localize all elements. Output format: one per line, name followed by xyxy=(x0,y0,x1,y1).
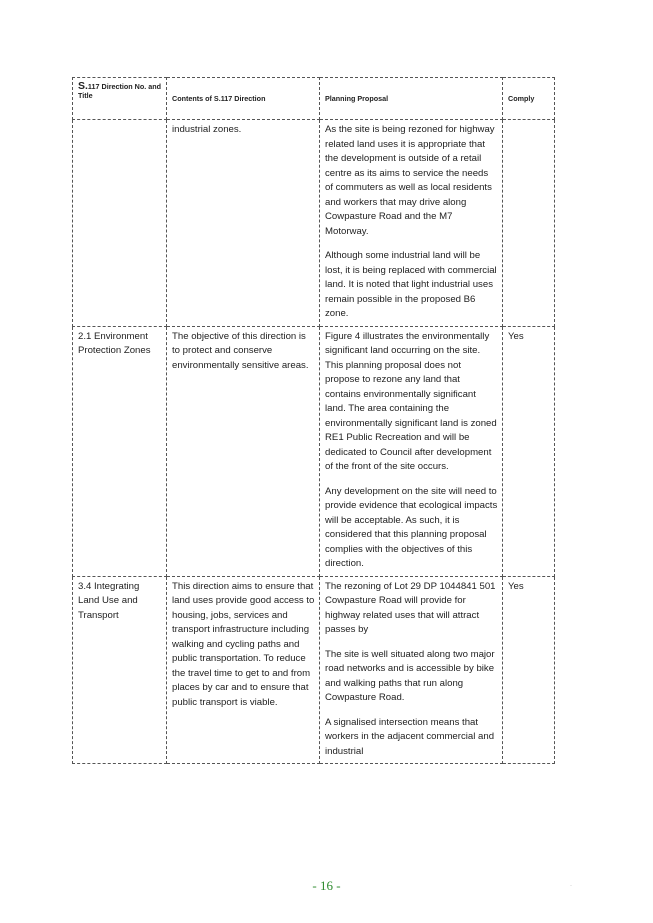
table-row xyxy=(73,576,555,764)
page-number: - 16 - xyxy=(312,878,341,893)
cell-direction: 3.4 Integrating Land Use and Transport xyxy=(73,576,167,764)
cell-contents: industrial zones. xyxy=(167,120,320,327)
s117-direction-table xyxy=(72,77,555,764)
header-comply: Comply xyxy=(503,78,555,120)
proposal-paragraph: Although some industrial land will be lost, it is being replaced with commercial land. It is noted that light industrial uses remain possible in the proposed B6 zone. xyxy=(325,250,497,319)
cell-direction: 2.1 Environment Protection Zones xyxy=(73,326,167,576)
proposal-paragraph: As the site is being rezoned for highway related land uses it is appropriate that the development is outside of a retail centre as its aims to service the needs of commuters as well as local residents and workers that may drive along Cowpasture Road and the M7 Motorway. xyxy=(325,124,495,237)
cell-proposal xyxy=(320,120,503,327)
cell-proposal xyxy=(320,576,503,764)
proposal-paragraph: The rezoning of Lot 29 DP 1044841 501 Cowpasture Road will provide for highway related uses that will attract passes by xyxy=(325,580,496,635)
header-direction-rest: 117 Direction No. and Title xyxy=(78,82,162,100)
cell-comply: Yes xyxy=(503,576,555,764)
header-proposal: Planning Proposal xyxy=(320,78,503,120)
cell-comply xyxy=(503,120,555,327)
table-row xyxy=(73,326,555,576)
header-direction-prefix: S. xyxy=(78,80,88,92)
scan-mark: · xyxy=(570,883,572,889)
header-direction xyxy=(73,78,167,120)
table-row xyxy=(73,120,555,327)
cell-contents: The objective of this direction is to protect and conserve environmentally sensitive areas. xyxy=(167,326,320,576)
cell-contents: This direction aims to ensure that land uses provide good access to housing, jobs, services and transport infrastructure including walking and cycling paths and public transportation. To reduce the travel time to get to and from places by car and to ensure that public transport is viable. xyxy=(167,576,320,764)
proposal-paragraph: Any development on the site will need to provide evidence that ecological impacts will be acceptable. As such, it is considered that this planning proposal complies with the objectives of this direction. xyxy=(325,485,498,569)
proposal-paragraph: A signalised intersection means that workers in the adjacent commercial and industrial xyxy=(325,716,495,757)
cell-direction xyxy=(73,120,167,327)
cell-proposal xyxy=(320,326,503,576)
cell-comply: Yes xyxy=(503,326,555,576)
header-contents: Contents of S.117 Direction xyxy=(167,78,320,120)
proposal-paragraph: Figure 4 illustrates the environmentally significant land occurring on the site. This planning proposal does not propose to rezone any land that contains environmentally significant land. The area containing the environmentally significant land is zoned RE1 Public Recreation and will be dedicated to Council after development of the front of the site occurs. xyxy=(325,330,497,472)
proposal-paragraph: The site is well situated along two major road networks and is accessible by bike and walking paths that run along Cowpasture Road. xyxy=(325,648,495,703)
table-header-row xyxy=(73,78,555,120)
